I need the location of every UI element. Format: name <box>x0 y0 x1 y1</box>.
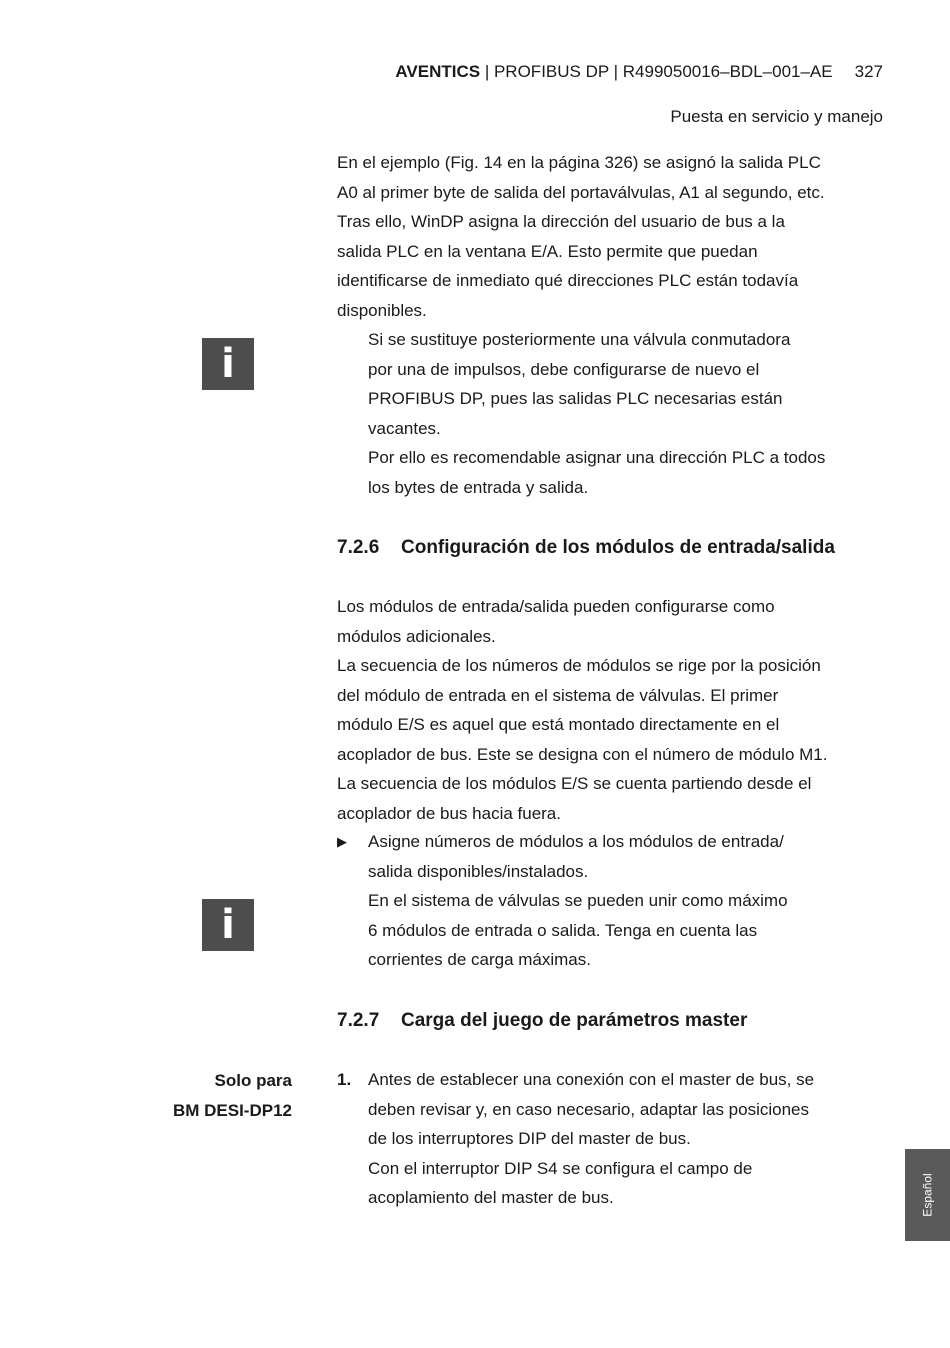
text-line: BM DESI-DP12 <box>172 1100 292 1120</box>
text-line: Los módulos de entrada/salida pueden configurarse como <box>337 597 775 616</box>
text-line: Con el interruptor DIP S4 se configura el campo de <box>368 1158 753 1178</box>
text-line: Tras ello, WinDP asigna la dirección del usuario de bus a la <box>337 212 785 231</box>
section-heading <box>337 1010 747 1032</box>
info-icon-glyph: i <box>221 341 235 387</box>
text-line: deben revisar y, en caso necesario, adaptar las posiciones <box>368 1099 809 1119</box>
page-number: 327 <box>854 62 883 81</box>
text-line: A0 al primer byte de salida del portaválvulas, A1 al segundo, etc. <box>337 182 825 202</box>
text-line: del módulo de entrada en el sistema de válvulas. El primer <box>337 685 779 705</box>
text-line: La secuencia de los módulos E/S se cuenta partiendo desde el <box>337 774 812 793</box>
text-line: acoplador de bus hacia fuera. <box>337 803 561 823</box>
step-number: 1. <box>337 1070 352 1089</box>
info-note <box>368 325 886 502</box>
action-item <box>368 827 886 886</box>
text-line: En el sistema de válvulas se pueden unir como máximo <box>368 891 788 910</box>
text-line: de los interruptores DIP del master de bus. <box>368 1129 691 1148</box>
section-heading-title: Configuración de los módulos de entrada/salida <box>401 537 835 558</box>
info-note <box>368 886 886 975</box>
step-text <box>368 1065 886 1213</box>
document-info: | PROFIBUS DP | R499050016–BDL–001–AE <box>480 62 833 81</box>
text-line: 6 módulos de entrada o salida. Tenga en cuenta las <box>368 920 758 940</box>
info-icon <box>202 899 254 951</box>
margin-note <box>173 1066 292 1125</box>
text-line: En el ejemplo (Fig. 14 en la página 326) se asignó la salida PLC <box>337 153 821 172</box>
bullet-arrow-icon: ▶ <box>337 834 347 849</box>
language-tab <box>905 1149 950 1241</box>
brand-name: AVENTICS <box>395 62 481 81</box>
text-line: módulo E/S es aquel que está montado directamente en el <box>337 715 780 734</box>
text-line: por una de impulsos, debe configurarse de nuevo el <box>368 359 760 379</box>
info-icon <box>202 338 254 390</box>
section-title: Puesta en servicio y manejo <box>670 107 883 126</box>
text-line: La secuencia de los números de módulos se rige por la posición <box>337 656 821 675</box>
text-line: Antes de establecer una conexión con el master de bus, se <box>368 1070 815 1089</box>
info-icon-glyph: i <box>221 902 235 948</box>
text-line: los bytes de entrada y salida. <box>368 477 589 497</box>
section-number: 7.2.7 <box>337 1010 380 1031</box>
text-line: identificarse de inmediato qué direcciones PLC están todavía <box>337 271 799 290</box>
text-line: PROFIBUS DP, pues las salidas PLC necesarias están <box>368 389 783 408</box>
text-line: vacantes. <box>368 418 441 438</box>
text-line: Por ello es recomendable asignar una dirección PLC a todos <box>368 448 826 467</box>
text-line: salida disponibles/instalados. <box>368 861 589 881</box>
running-header <box>395 62 883 82</box>
language-label: Español <box>920 1173 935 1217</box>
text-line: disponibles. <box>337 300 427 320</box>
section-heading <box>337 537 835 559</box>
text-line: acoplamiento del master de bus. <box>368 1188 614 1207</box>
intro-paragraph <box>337 148 885 325</box>
section-heading-title: Carga del juego de parámetros master <box>401 1010 748 1031</box>
text-line: Asigne números de módulos a los módulos de entrada/ <box>368 832 784 851</box>
section-number: 7.2.6 <box>337 537 380 558</box>
section-paragraph <box>337 592 885 828</box>
text-line: módulos adicionales. <box>337 626 496 646</box>
text-line: salida PLC en la ventana E/A. Esto permite que puedan <box>337 241 758 261</box>
text-line: Solo para <box>214 1071 292 1090</box>
text-line: Si se sustituye posteriormente una válvula conmutadora <box>368 330 791 349</box>
text-line: acoplador de bus. Este se designa con el número de módulo M1. <box>337 744 828 764</box>
text-line: corrientes de carga máximas. <box>368 950 591 969</box>
